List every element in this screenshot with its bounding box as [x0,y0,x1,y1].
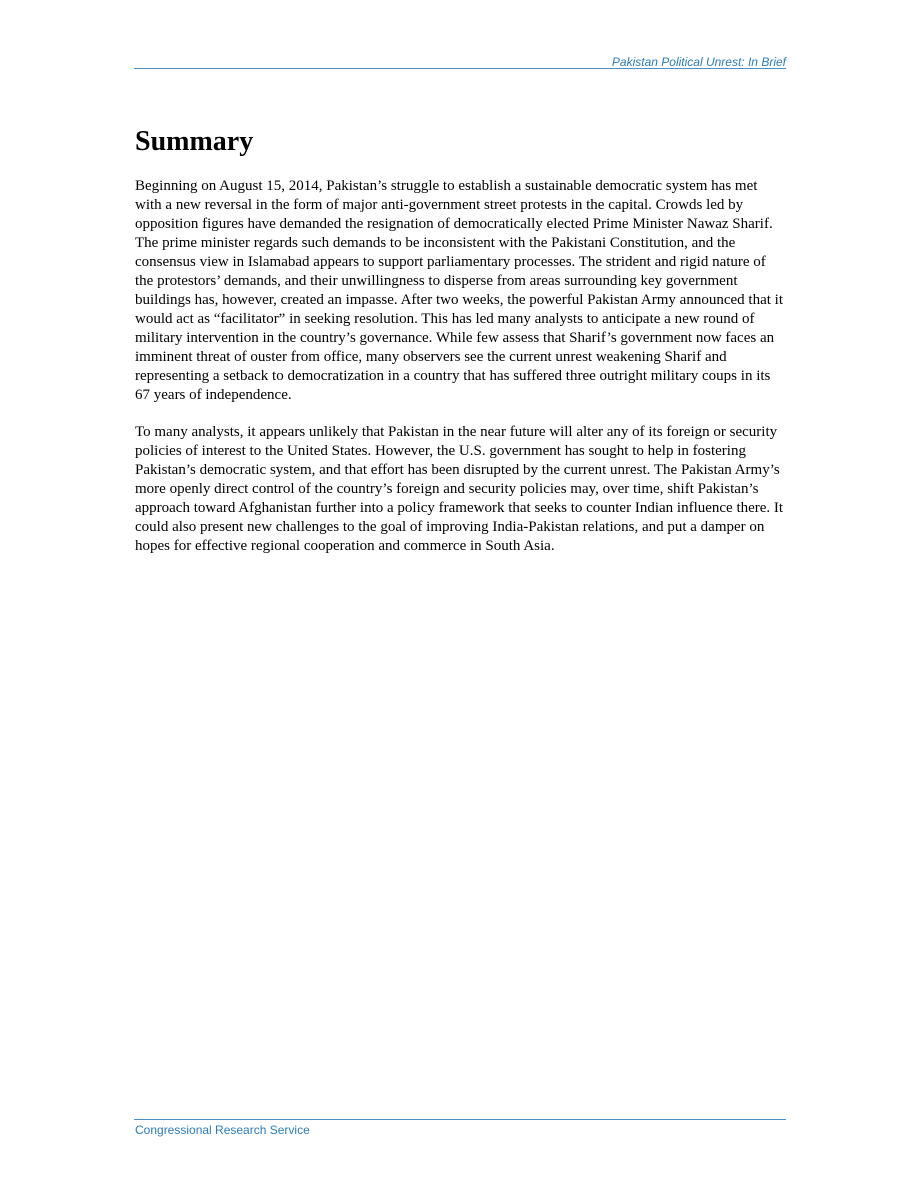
footer-divider [134,1119,786,1120]
running-header: Pakistan Political Unrest: In Brief [611,55,786,69]
section-title: Summary [135,126,254,157]
summary-paragraph: To many analysts, it appears unlikely that Pakistan in the near future will alter any of its foreign or security policies of interest to the United States. However, the U.S. government has sought to help in fostering Pakistan’s democratic system, and that effort has been disrupted by the current unrest. The Pakistan Army’s more openly direct control of the country’s foreign and security policies may, over time, shift Pakistan’s approach toward Afghanistan further into a policy framework that seeks to counter Indian influence there. It could also present new challenges to the goal of improving India-Pakistan relations, and put a damper on hopes for effective regional cooperation and commerce in South Asia. [135,424,784,554]
header-divider [134,68,786,69]
footer-organization: Congressional Research Service [135,1123,310,1137]
summary-body [135,177,785,574]
summary-paragraph: Beginning on August 15, 2014, Pakistan’s struggle to establish a sustainable democratic system has met with a new reversal in the form of major anti-government street protests in the capital. Crowds led by opposition figures have demanded the resignation of democratically elected Prime Minister Nawaz Sharif. The prime minister regards such demands to be inconsistent with the Pakistani Constitution, and the consensus view in Islamabad appears to support parliamentary processes. The strident and rigid nature of the protestors’ demands, and their unwillingness to disperse from areas surrounding key government buildings has, however, created an impasse. After two weeks, the powerful Pakistan Army announced that it would act as “facilitator” in seeking resolution. This has led many analysts to anticipate a new round of military intervention in the country’s governance. While few assess that Sharif’s government now faces an imminent threat of ouster from office, many observers see the current unrest weakening Sharif and representing a setback to democratization in a country that has suffered three outright military coups in its 67 years of independence. [135,178,783,403]
